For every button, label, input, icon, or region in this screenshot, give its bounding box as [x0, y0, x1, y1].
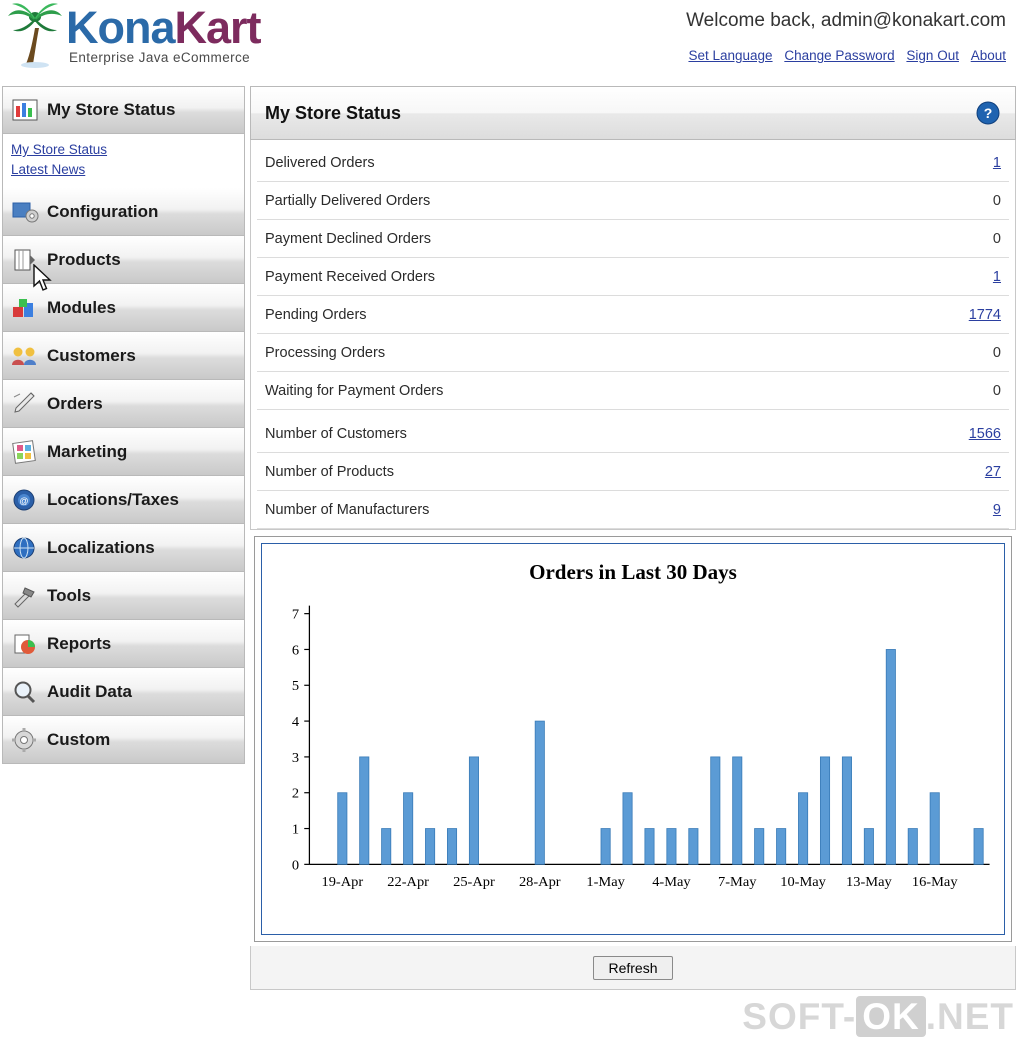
watermark — [742, 996, 1014, 1038]
svg-text:1: 1 — [291, 821, 300, 838]
svg-text:19-Apr: 19-Apr — [321, 874, 364, 891]
logo-tagline: Enterprise Java eCommerce — [69, 50, 251, 65]
stat-label: Partially Delivered Orders — [265, 192, 431, 209]
gear-icon — [3, 727, 47, 753]
sidebar-item-tools[interactable] — [2, 572, 245, 620]
sidebar-item-label: Configuration — [47, 201, 159, 221]
welcome-message: Welcome back, admin@konakart.com — [686, 10, 1006, 31]
stat-value: 0 — [992, 230, 1001, 247]
svg-text:22-Apr: 22-Apr — [387, 874, 429, 891]
stat-row — [257, 453, 1009, 491]
pie-report-icon — [3, 631, 47, 657]
sidebar-submenu — [2, 134, 245, 188]
stat-value[interactable]: 1 — [992, 154, 1001, 171]
chart-plot-area — [262, 544, 1004, 934]
globe-icon — [3, 535, 47, 561]
store-status-list — [250, 140, 1016, 530]
pencil-ruler-icon — [3, 391, 47, 417]
panel-header — [250, 86, 1016, 140]
sidebar-item-label: Products — [47, 249, 121, 269]
sidebar-item-my-store-status[interactable] — [2, 86, 245, 134]
stat-row — [257, 491, 1009, 529]
watermark-mid: OK — [856, 996, 926, 1037]
stat-row — [257, 182, 1009, 220]
palm-tree-icon — [6, 2, 64, 68]
watermark-right: .NET — [925, 996, 1014, 1037]
sidebar-nav — [2, 86, 245, 764]
stat-label: Delivered Orders — [265, 154, 375, 171]
logo-text-kona: Kona — [66, 2, 175, 53]
sidebar-item-reports[interactable] — [2, 620, 245, 668]
sidebar-item-customers[interactable] — [2, 332, 245, 380]
svg-text:6: 6 — [291, 642, 300, 659]
stat-row — [257, 415, 1009, 453]
svg-text:4-May: 4-May — [652, 874, 691, 891]
stat-row — [257, 144, 1009, 182]
sidebar-item-configuration[interactable] — [2, 188, 245, 236]
chart-container — [254, 536, 1012, 942]
stat-value[interactable]: 9 — [992, 501, 1001, 518]
svg-text:@: @ — [19, 495, 29, 506]
svg-text:?: ? — [983, 105, 993, 121]
sidebar-item-label: Localizations — [47, 537, 155, 557]
panel-footer — [250, 946, 1016, 990]
sidebar-item-audit-data[interactable] — [2, 668, 245, 716]
stat-label: Number of Products — [265, 463, 394, 480]
sidebar-item-label: My Store Status — [47, 100, 176, 119]
stat-label: Number of Manufacturers — [265, 501, 430, 518]
svg-text:3: 3 — [291, 750, 300, 766]
svg-text:4: 4 — [291, 714, 300, 730]
magnifier-icon — [3, 679, 47, 705]
header-links — [680, 48, 1006, 63]
stat-label: Payment Declined Orders — [265, 230, 432, 247]
stat-label: Pending Orders — [265, 306, 367, 323]
mouse-cursor-icon — [32, 264, 56, 294]
stat-label: Waiting for Payment Orders — [265, 382, 444, 399]
sidebar-item-label: Modules — [47, 297, 116, 317]
sidebar-item-custom[interactable] — [2, 716, 245, 764]
svg-text:10-May: 10-May — [780, 874, 826, 891]
watermark-left: SOFT- — [742, 996, 857, 1037]
svg-text:2: 2 — [291, 785, 300, 802]
set-language-link[interactable]: Set Language — [688, 48, 773, 63]
main-panel — [250, 86, 1016, 990]
stat-row — [257, 334, 1009, 372]
globe-badge-icon — [3, 487, 47, 513]
sidebar-item-label: Custom — [47, 729, 111, 749]
sidebar-item-label: Orders — [47, 393, 103, 413]
sidebar-item-label: Tools — [47, 585, 92, 605]
stat-value: 0 — [992, 192, 1001, 209]
svg-text:5: 5 — [291, 678, 300, 695]
change-password-link[interactable]: Change Password — [784, 48, 895, 63]
stat-value[interactable]: 27 — [984, 463, 1001, 480]
svg-text:7: 7 — [291, 606, 300, 623]
sidebar-item-label: Reports — [47, 633, 112, 653]
sidebar-item-locations-taxes[interactable] — [2, 476, 245, 524]
svg-text:25-Apr: 25-Apr — [453, 874, 495, 891]
svg-text:1-May: 1-May — [586, 874, 625, 891]
svg-text:7-May: 7-May — [718, 874, 757, 891]
svg-text:16-May: 16-May — [911, 874, 958, 891]
stat-row — [257, 220, 1009, 258]
svg-text:0: 0 — [291, 857, 300, 874]
stat-value[interactable]: 1774 — [968, 306, 1001, 323]
sidebar-item-marketing[interactable] — [2, 428, 245, 476]
sidebar-item-localizations[interactable] — [2, 524, 245, 572]
stat-label: Processing Orders — [265, 344, 386, 361]
sidebar-item-label: Audit Data — [47, 681, 132, 701]
stat-value[interactable]: 1 — [992, 268, 1001, 285]
about-link[interactable]: About — [970, 48, 1006, 63]
sidebar-item-label: Customers — [47, 345, 136, 365]
submenu-latest-news[interactable]: Latest News — [11, 162, 86, 177]
page-title: My Store Status — [265, 102, 402, 123]
logo-text-kart: Kart — [174, 2, 261, 53]
sidebar-item-label: Marketing — [47, 441, 128, 461]
stat-row — [257, 296, 1009, 334]
people-icon — [3, 343, 47, 369]
chart-title: Orders in Last 30 Days — [529, 560, 737, 584]
orders-bar-chart — [261, 543, 1005, 935]
page-header — [0, 0, 1020, 84]
bar-chart-icon — [3, 97, 47, 123]
blocks-icon — [3, 295, 47, 321]
refresh-button[interactable]: Refresh — [593, 956, 672, 980]
svg-text:13-May: 13-May — [846, 874, 892, 891]
hammer-icon — [3, 583, 47, 609]
sign-out-link[interactable]: Sign Out — [906, 48, 959, 63]
submenu-my-store-status[interactable]: My Store Status — [11, 142, 108, 157]
palette-icon — [3, 439, 47, 465]
stat-value[interactable]: 1566 — [968, 425, 1001, 442]
stat-row — [257, 372, 1009, 410]
stat-label: Payment Received Orders — [265, 268, 436, 285]
tools-config-icon — [3, 199, 47, 225]
stat-label: Number of Customers — [265, 425, 407, 442]
sidebar-item-label: Locations/Taxes — [47, 489, 179, 509]
konakart-logo — [6, 2, 261, 68]
stat-row — [257, 258, 1009, 296]
help-icon[interactable] — [975, 100, 1001, 126]
sidebar-item-orders[interactable] — [2, 380, 245, 428]
stat-value: 0 — [992, 344, 1001, 361]
svg-text:28-Apr: 28-Apr — [518, 874, 561, 891]
stat-value: 0 — [992, 382, 1001, 399]
